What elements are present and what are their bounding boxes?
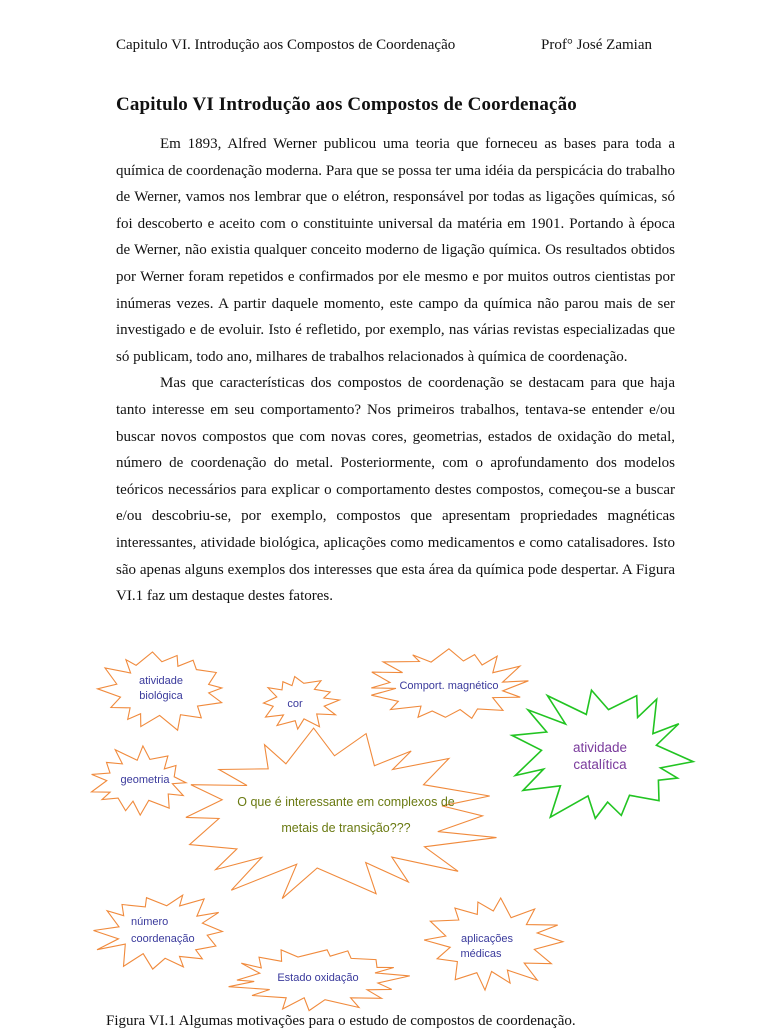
aplicacoes-medicas-label-1: aplicações xyxy=(461,933,513,945)
central-burst xyxy=(186,728,497,899)
atividade-biologica-label-2: biológica xyxy=(139,690,183,702)
numero-coordenacao-label-2: coordenação xyxy=(131,933,195,945)
comport-magnetico-label: Comport. magnético xyxy=(399,680,499,692)
motivation-figure xyxy=(0,640,768,1012)
atividade-biologica-label-1: atividade xyxy=(138,675,184,687)
body-text xyxy=(116,131,675,610)
header-author: Prof° José Zamian xyxy=(541,37,652,53)
atividade-catalitica-label-2: catalítica xyxy=(573,757,627,772)
cor-label: cor xyxy=(287,698,303,710)
header-chapter-title: Capitulo VI. Introdução aos Compostos de Coordenação xyxy=(116,37,456,53)
central-label-line1: O que é interessante em complexos de xyxy=(237,795,455,809)
central-label-line2: metais de transição??? xyxy=(281,821,411,835)
aplicacoes-medicas-label-2: médicas xyxy=(460,948,502,960)
paragraph-2: Mas que características dos compostos de coordenação se destacam para que haja tanto interesse em seu comportamento? Nos primeiros trabalhos, tentava-se entender e/ou buscar novos compostos que com novas cores, geometrias, estados de oxidação do metal, número de coordenação do metal. Posteriormente, com o aprofundamento dos modelos teóricos necessários para explicar o comportamento destes compostos, começou-se a buscar e/ou descobriu-se, por exemplo, compostos que apresentam propriedades magnéticas interessantes, atividade biológica, aplicações como medicamentos e como catalisadores. Isto são apenas alguns exemplos dos interesses que esta área da química pode despertar. A Figura VI.1 faz um destaque destes fatores. xyxy=(116,375,675,605)
atividade-catalitica-label-1: atividade xyxy=(572,740,628,755)
estado-oxidacao-label: Estado oxidação xyxy=(277,972,359,984)
numero-coordenacao-label-1: número xyxy=(131,916,169,928)
paragraph-1: Em 1893, Alfred Werner publicou uma teoria que forneceu as bases para toda a química de coordenação moderna. Para que se possa ter uma idéia da perspicácia do trabalho de Werner, vamos nos lembrar que o elétron, responsável por todas as ligações químicas, só foi descoberto e aceito com o constituinte universal da matéria em 1901. Portando à época de Werner, não existia qualquer conceito moderno de ligação química. Os resultados obtidos por Werner foram repetidos e confirmados por ele mesmo e por muitos outros cientistas por inúmeras vezes. A partir daquele momento, este campo da química não parou mais de ser investigado e de evoluir. Isto é refletido, por exemplo, nas várias revistas especializadas que só publicam, todo ano, milhares de trabalhos relacionados à química de coordenação. xyxy=(116,136,675,365)
geometria-label: geometria xyxy=(120,774,170,786)
chapter-title: Capitulo VI Introdução aos Compostos de Coordenação xyxy=(116,94,577,115)
figure-caption: Figura VI.1 Algumas motivações para o estudo de compostos de coordenação. xyxy=(106,1013,576,1029)
